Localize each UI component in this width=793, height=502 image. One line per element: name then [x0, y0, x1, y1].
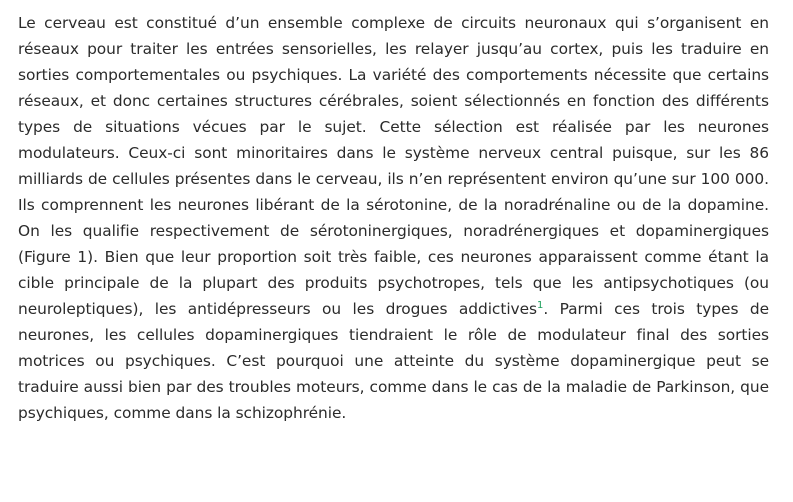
paragraph-text-part-1: Le cerveau est constitué d’un ensemble complexe de circuits neuronaux qui s’organisent en réseaux pour traiter les entrées sensorielles, les relayer jusqu’au cortex, puis les traduire en sorties comportementales ou psychiques. La variété des comportements nécessite que certains réseaux, et donc certaines structures cérébrales, soient sélectionnés en fonction des différents types de situations vécues par le sujet. Cette sélection est réalisée par les neurones modulateurs. Ceux-ci sont minoritaires dans le système nerveux central puisque, sur les 86 milliards de cellules présentes dans le cerveau, ils n’en représentent environ qu’une sur 100 000. Ils comprennent les neurones libérant de la sérotonine, de la noradrénaline ou de la dopamine. On les qualifie respectivement de sérotoninergiques, noradrénergiques et dopaminergiques (Figure 1). Bien que leur proportion soit très faible, ces neurones apparaissent comme étant la cible principale de la plupart des produits psychotropes, tels que les antipsychotiques (ou neuroleptiques), les antidépresseurs ou les drogues addictives: [18, 14, 769, 318]
paragraph-text-part-2: . Parmi ces trois types de neurones, les cellules dopaminergiques tiendraient le rôle de modulateur final des sorties motrices ou psychiques. C’est pourquoi une atteinte du système dopaminergique peut se traduire aussi bien par des troubles moteurs, comme dans le cas de la maladie de Parkinson, que psychiques, comme dans la schizophrénie.: [18, 300, 769, 422]
body-paragraph: [18, 10, 769, 426]
footnote-reference-link[interactable]: 1: [537, 299, 544, 311]
